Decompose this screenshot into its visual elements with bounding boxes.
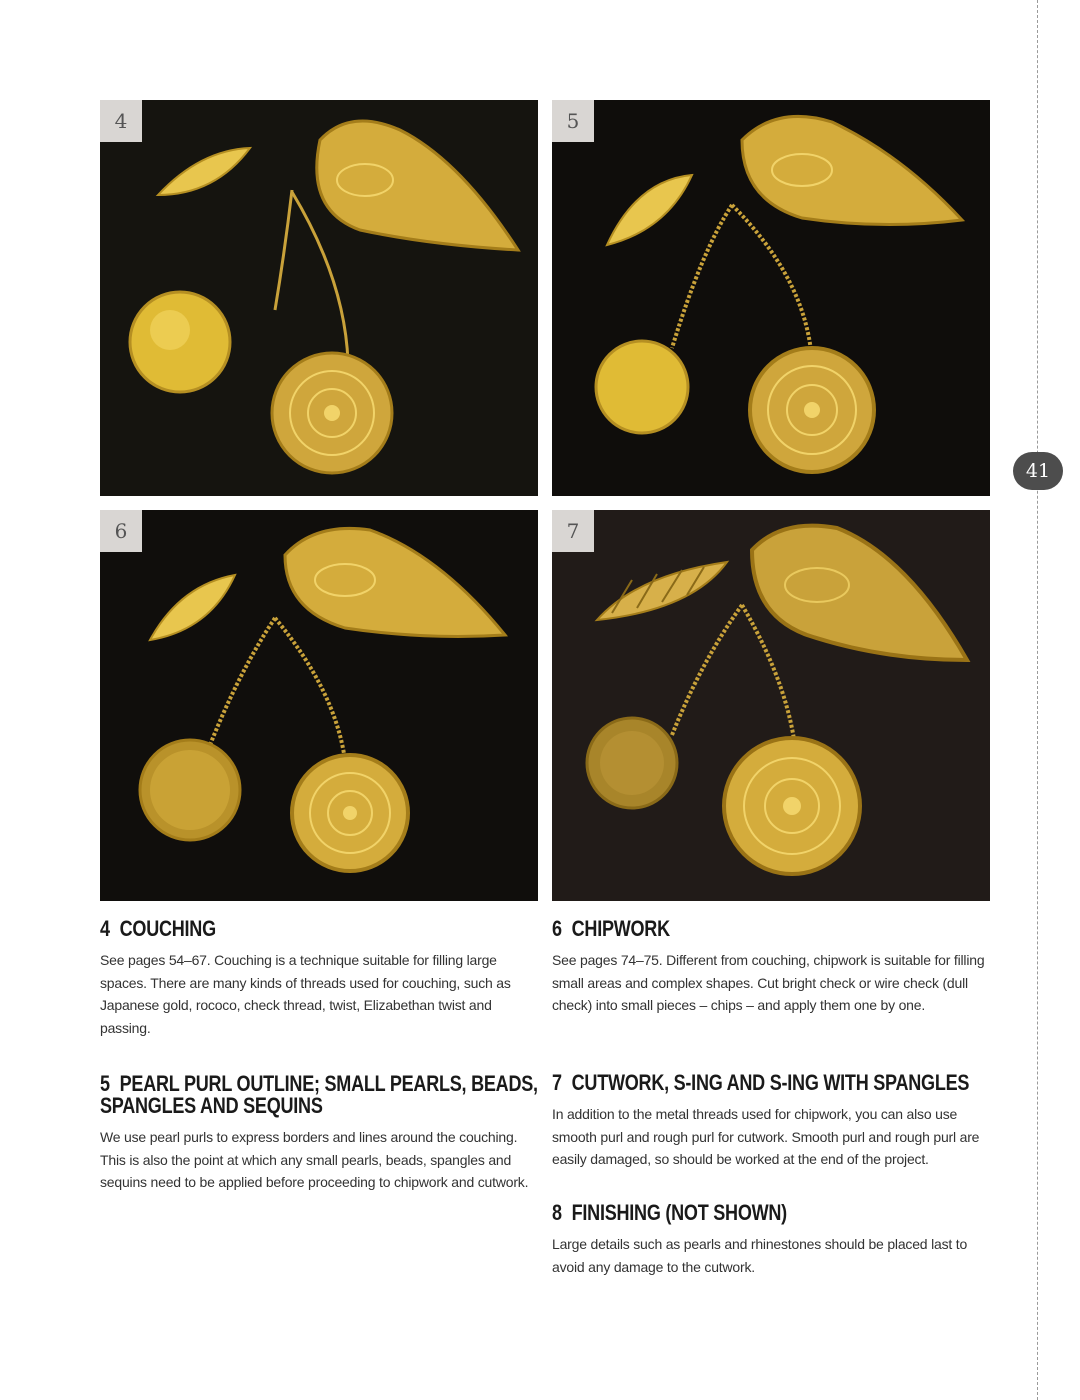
- cherry-embroidery-icon: [100, 100, 538, 496]
- cherry-embroidery-icon: [100, 510, 538, 901]
- section-heading: 6 CHIPWORK: [552, 916, 670, 941]
- section-heading: 8 FINISHING (NOT SHOWN): [552, 1200, 787, 1225]
- photo-step-6: [100, 510, 538, 901]
- section-body: See pages 54–67. Couching is a technique suitable for filling large spaces. There are many kinds of threads used for couching, such as Japanese gold, rococo, check thread, twist, Elizabethan twist and passing.: [100, 952, 511, 1036]
- section-body: See pages 74–75. Different from couching, chipwork is suitable for filling small areas and complex shapes. Cut bright check or wire check (dull check) into small pieces – chips – and apply them one by one.: [552, 952, 985, 1014]
- section-body: We use pearl purls to express borders and lines around the couching. This is also the point at which any small pearls, beads, spangles and sequins need to be applied before proceeding to chipwork and cutwork.: [100, 1129, 529, 1191]
- photo-tag: 5: [552, 100, 594, 142]
- section-body: Large details such as pearls and rhinestones should be placed last to avoid any damage to the cutwork.: [552, 1236, 968, 1275]
- cherry-embroidery-icon: [552, 100, 990, 496]
- section-finishing: [552, 1202, 992, 1278]
- photo-tag: 4: [100, 100, 142, 142]
- cherry-embroidery-icon: [552, 510, 990, 901]
- section-pearl-purl: [100, 1073, 545, 1194]
- section-heading: 4 COUCHING: [100, 916, 216, 941]
- photo-step-7: [552, 510, 990, 901]
- section-cutwork: [552, 1072, 990, 1171]
- photo-step-5: [552, 100, 990, 496]
- photo-step-4: [100, 100, 538, 496]
- section-heading: 5 PEARL PURL OUTLINE; SMALL PEARLS, BEADS, SPANGLES AND SEQUINS: [100, 1071, 538, 1118]
- section-body: In addition to the metal threads used for chipwork, you can also use smooth purl and rough purl for cutwork. Smooth purl and rough purl are easily damaged, so should be worked at the end of the project.: [552, 1106, 980, 1168]
- section-couching: [100, 918, 540, 1039]
- page-number-badge: 41: [1013, 452, 1063, 490]
- page-edge-dashed-line: [1037, 0, 1038, 1400]
- photo-tag: 6: [100, 510, 142, 552]
- section-chipwork: [552, 918, 992, 1017]
- section-heading: 7 CUTWORK, S-ING AND S-ING WITH SPANGLES: [552, 1070, 970, 1095]
- photo-tag: 7: [552, 510, 594, 552]
